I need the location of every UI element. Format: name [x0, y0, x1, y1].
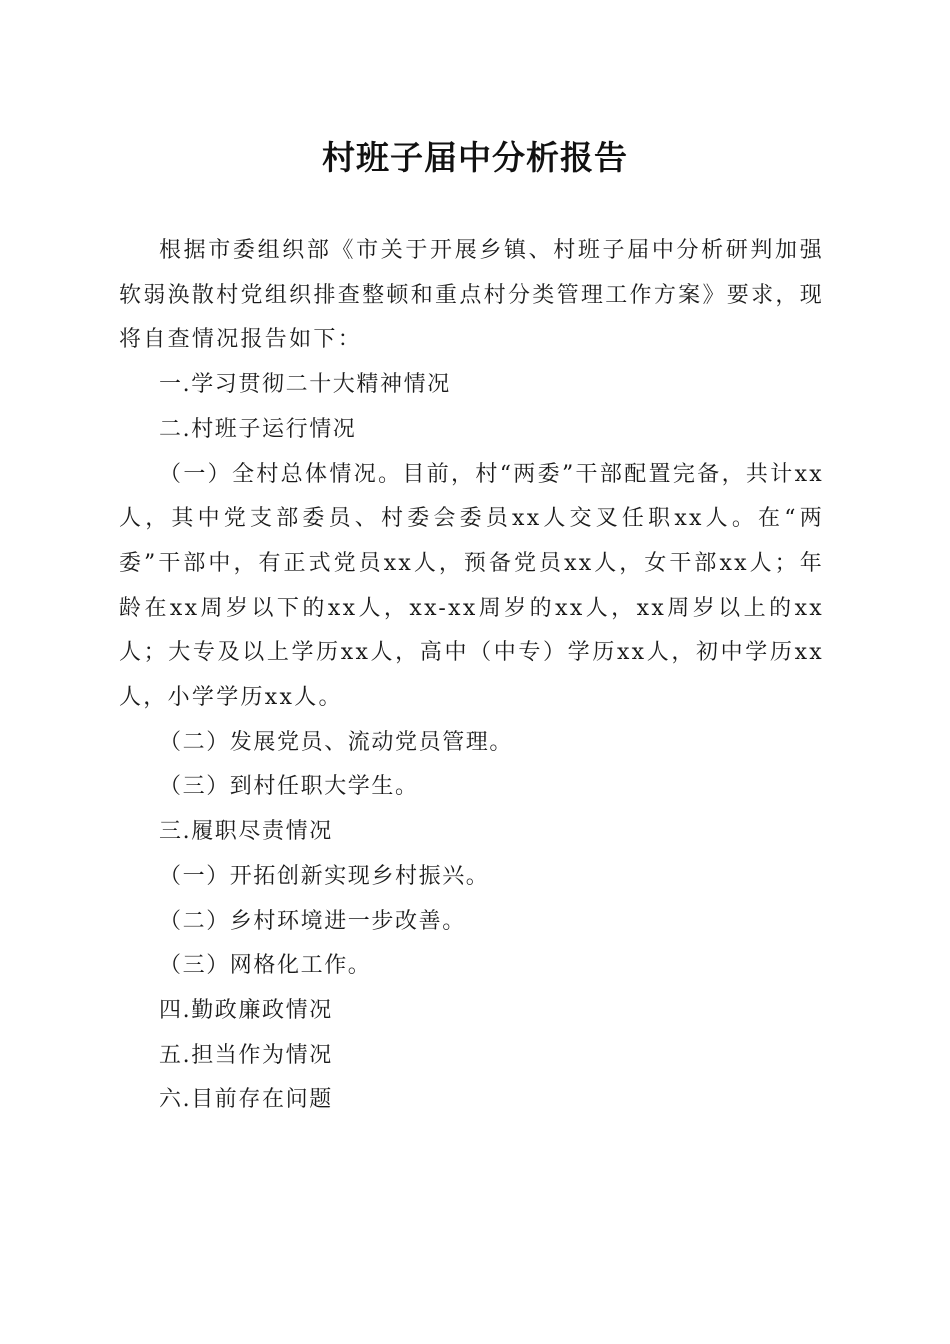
section-3-sub-2: （二）乡村环境进一步改善。 [159, 908, 466, 934]
document-title: 村班子届中分析报告 [322, 138, 628, 177]
document-body [119, 229, 824, 1123]
section-2-sub-1-paragraph: （一）全村总体情况。目前，村“两委”干部配置完备，共计xx人，其中党支部委员、村委会委员xx人交叉任职xx人。在“两委”干部中，有正式党员xx人，预备党员xx人，女干部xx人；年龄在xx周岁以下的xx人，xx-xx周岁的xx人，xx周岁以上的xx人；大专及以上学历xx人，高中（中专）学历xx人，初中学历xx人，小学学历xx人。 [119, 461, 824, 711]
section-3-sub-1: （一）开拓创新实现乡村振兴。 [159, 863, 490, 889]
section-4-heading: 四.勤政廉政情况 [159, 997, 333, 1023]
section-2-sub-2: （二）发展党员、流动党员管理。 [159, 729, 514, 755]
intro-paragraph: 根据市委组织部《市关于开展乡镇、村班子届中分析研判加强软弱涣散村党组织排查整顿和重点村分类管理工作方案》要求，现将自查情况报告如下： [119, 238, 824, 353]
section-2-heading: 二.村班子运行情况 [159, 416, 357, 442]
section-2-sub-3: （三）到村任职大学生。 [159, 774, 419, 800]
section-6-heading: 六.目前存在问题 [159, 1087, 333, 1113]
section-3-heading: 三.履职尽责情况 [159, 819, 333, 845]
section-5-heading: 五.担当作为情况 [159, 1042, 333, 1068]
section-3-sub-3: （三）网格化工作。 [159, 953, 372, 979]
section-1-heading: 一.学习贯彻二十大精神情况 [159, 372, 451, 398]
